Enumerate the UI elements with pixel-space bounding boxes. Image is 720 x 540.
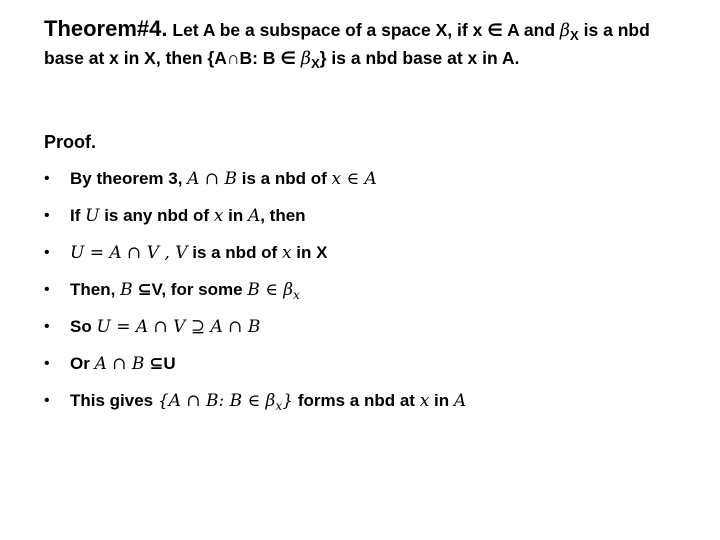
step-text: So bbox=[70, 317, 92, 336]
step-math: {A ∩ B: B ∈ β bbox=[157, 391, 276, 411]
proof-step-7 bbox=[44, 390, 684, 427]
proof-step-5 bbox=[44, 316, 684, 353]
theorem-text-2: is a nbd base at x in X, then {A∩B: B ∈ bbox=[44, 20, 650, 68]
theorem-statement bbox=[44, 16, 684, 73]
step-text: If bbox=[70, 206, 81, 225]
proof-step-1 bbox=[44, 168, 684, 205]
step-text: is a nbd of bbox=[241, 169, 327, 188]
proof-step-4 bbox=[44, 279, 684, 316]
step-text: Then, bbox=[70, 280, 116, 299]
step-text: in X bbox=[296, 243, 328, 262]
bullet-marker: • bbox=[44, 318, 50, 335]
step-math: A ∩ B bbox=[94, 354, 145, 374]
step-math: B ∈ β bbox=[247, 280, 294, 300]
theorem-beta-2-sub: X bbox=[310, 55, 320, 71]
step-math: } bbox=[282, 391, 294, 411]
step-math: x bbox=[419, 391, 430, 411]
step-text: ⊆V, for some bbox=[137, 280, 243, 299]
theorem-text-3: } is a nbd base at x in A. bbox=[319, 48, 520, 68]
step-text: This gives bbox=[70, 391, 154, 410]
step-math: U = A ∩ V , V bbox=[70, 243, 188, 263]
step-text: By theorem 3, bbox=[70, 169, 183, 188]
proof-step-3 bbox=[44, 242, 684, 279]
step-text: is a nbd of bbox=[192, 243, 278, 262]
bullet-marker: • bbox=[44, 170, 50, 187]
bullet-marker: • bbox=[44, 281, 50, 298]
step-math: A bbox=[247, 206, 261, 226]
step-text: Or bbox=[70, 354, 90, 373]
theorem-label: Theorem#4. bbox=[44, 16, 168, 41]
step-text: in bbox=[228, 206, 244, 225]
step-math: A bbox=[453, 391, 467, 411]
theorem-text-1: Let A be a subspace of a space X, if x ∈ A and bbox=[172, 20, 556, 40]
step-text: is any nbd of bbox=[104, 206, 210, 225]
step-math: x ∈ A bbox=[331, 169, 377, 189]
step-math: U bbox=[85, 206, 100, 226]
proof-title: Proof. bbox=[44, 132, 96, 152]
bullet-marker: • bbox=[44, 207, 50, 224]
step-math-sub: x bbox=[293, 288, 300, 303]
step-text: in bbox=[434, 391, 450, 410]
bullet-marker: • bbox=[44, 392, 50, 409]
step-math: x bbox=[213, 206, 224, 226]
step-text: , then bbox=[260, 206, 306, 225]
step-text: ⊆U bbox=[149, 354, 176, 373]
step-math-sub: x bbox=[275, 399, 283, 414]
theorem-beta-2: β bbox=[300, 49, 311, 69]
step-math: x bbox=[281, 243, 292, 263]
step-text: forms a nbd at bbox=[297, 391, 415, 410]
step-math: U = A ∩ V ⊇ A ∩ B bbox=[96, 317, 261, 337]
proof-step-6 bbox=[44, 353, 684, 390]
bullet-marker: • bbox=[44, 244, 50, 261]
step-math: B bbox=[120, 280, 133, 300]
theorem-beta-1-sub: X bbox=[570, 27, 579, 43]
step-math: A ∩ B bbox=[187, 169, 237, 189]
proof-steps bbox=[44, 168, 684, 427]
proof-step-2 bbox=[44, 205, 684, 242]
theorem-beta-1: β bbox=[559, 21, 571, 41]
bullet-marker: • bbox=[44, 355, 50, 372]
